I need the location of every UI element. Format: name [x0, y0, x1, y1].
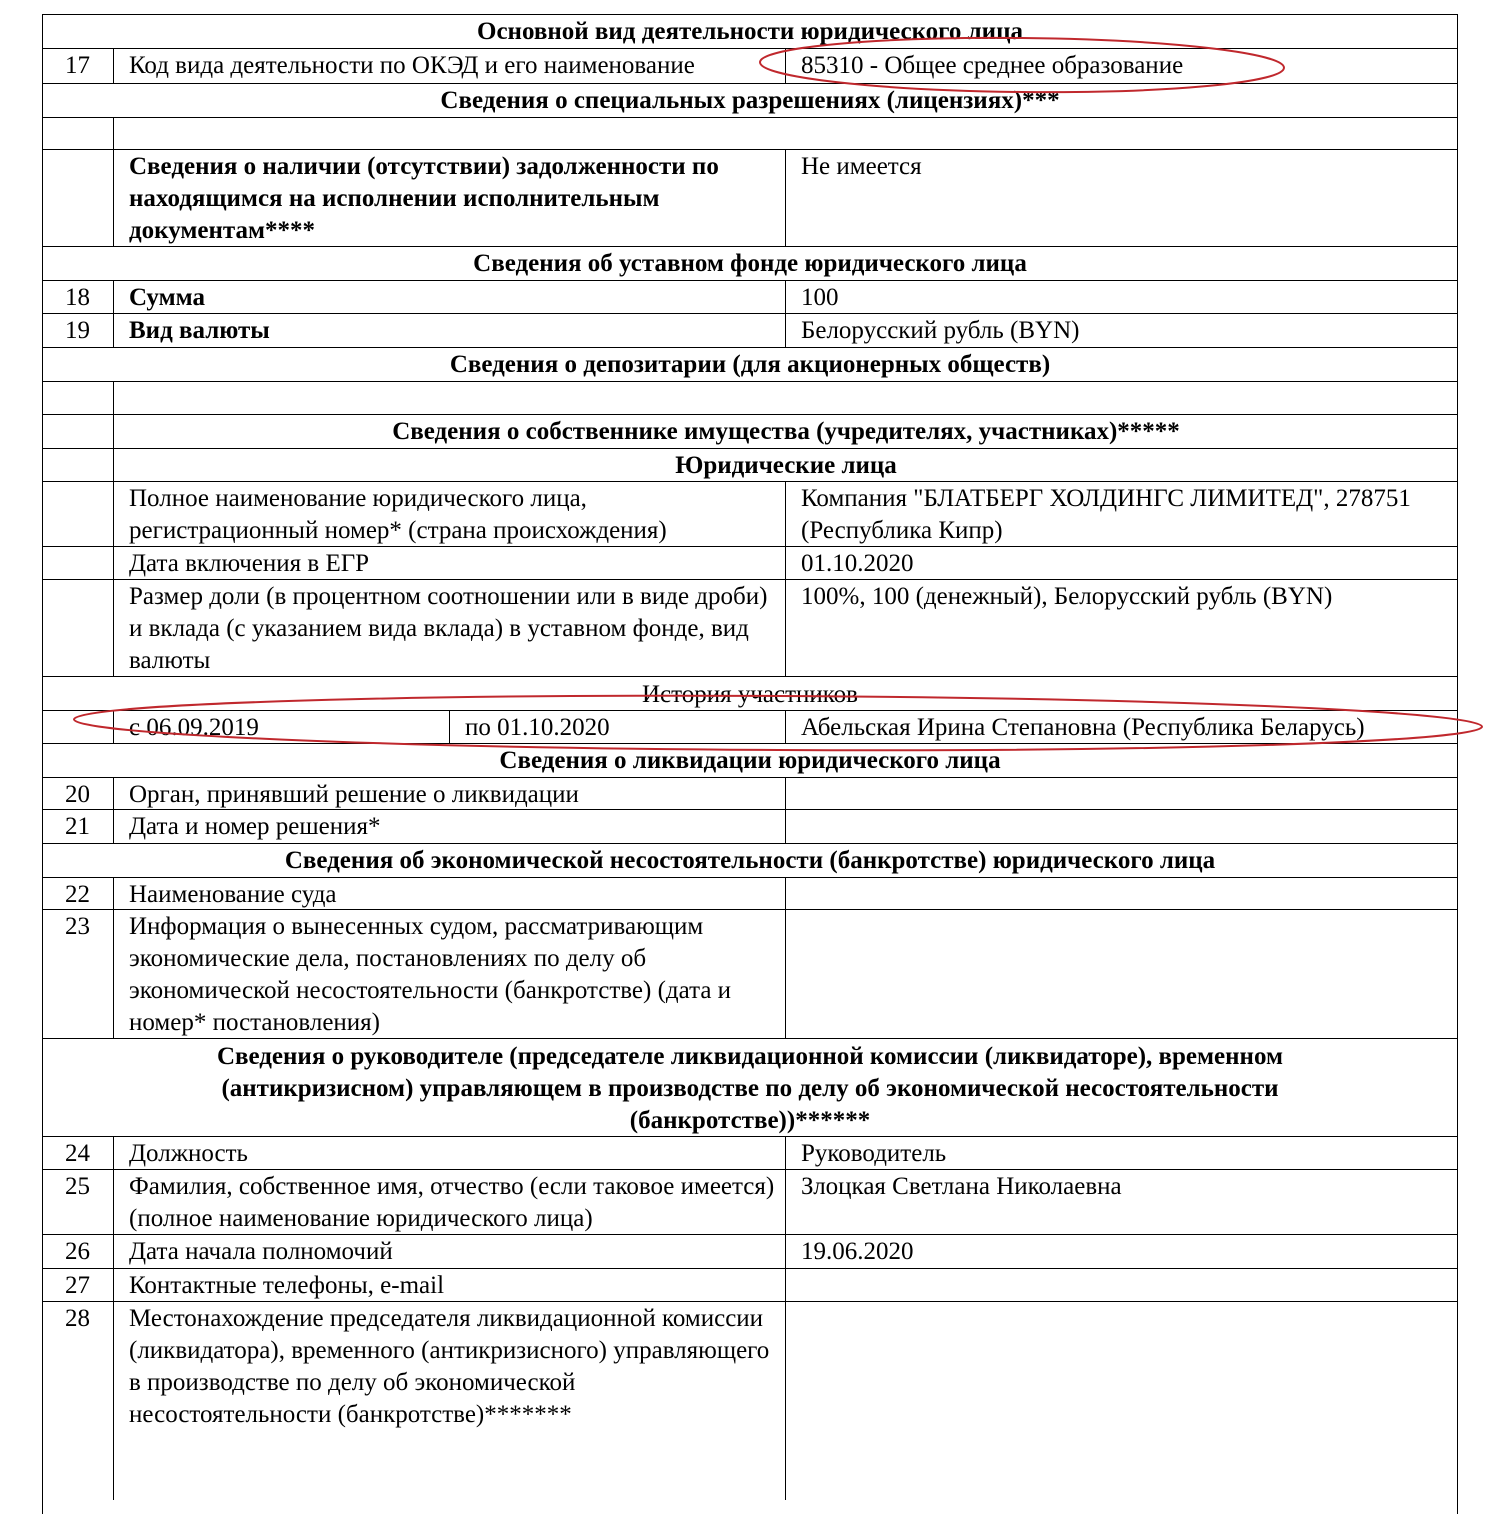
row-number: 25 [42, 1170, 114, 1234]
table-row-empty [42, 117, 1458, 149]
row-number [42, 580, 114, 676]
row-label: Сумма [114, 281, 786, 313]
table-row-27 [42, 1268, 1458, 1301]
section-depository [42, 347, 1458, 381]
section-licenses-title: Сведения о специальных разрешениях (лицензиях)*** [440, 87, 1060, 114]
section-manager [42, 1038, 1458, 1136]
section-owners-title: Сведения о собственнике имущества (учредителях, участниках)***** [392, 418, 1180, 445]
row-number [42, 449, 114, 481]
row-label: Код вида деятельности по ОКЭД и его наименование [114, 49, 786, 83]
row-value: 100%, 100 (денежный), Белорусский рубль (BYN) [801, 583, 1333, 610]
table-row-24 [42, 1136, 1458, 1169]
row-number: 28 [42, 1302, 114, 1500]
row-number [42, 547, 114, 579]
section-history-title: История участников [641, 681, 858, 708]
table-row-26 [42, 1234, 1458, 1268]
row-value: 01.10.2020 [801, 550, 914, 577]
row-value: Белорусский рубль (BYN) [801, 317, 1080, 344]
row-label: Дата включения в ЕГР [114, 547, 786, 579]
table-row-17 [42, 48, 1458, 83]
section-owners [42, 414, 1458, 448]
row-value: Злоцкая Светлана Николаевна [801, 1173, 1122, 1200]
row-number: 19 [42, 314, 114, 347]
section-manager-title: Сведения о руководителе (председателе ликвидационной комиссии (ликвидаторе), временном (антикризисном) управляющем в производстве по делу об экономической несостоятельности (банкротстве))****** [216, 1043, 1284, 1134]
row-value [786, 878, 1458, 909]
section-bankruptcy-title: Сведения об экономической несостоятельности (банкротстве) юридического лица [284, 847, 1216, 874]
table-row-21 [42, 809, 1458, 843]
row-value [786, 1269, 1458, 1301]
row-number [42, 382, 114, 414]
row-value: 100 [801, 284, 839, 311]
row-value: Компания "БЛАТБЕРГ ХОЛДИНГС ЛИМИТЕД", 278751 (Республика Кипр) [801, 485, 1411, 544]
row-value: Руководитель [801, 1140, 947, 1167]
row-label: Сведения о наличии (отсутствии) задолженности по находящимся на исполнении исполнительным документам**** [114, 150, 786, 246]
section-legal-entities [42, 448, 1458, 481]
row-number: 26 [42, 1235, 114, 1268]
row-number [42, 150, 114, 246]
table-row-25 [42, 1169, 1458, 1234]
row-label: Должность [114, 1137, 786, 1169]
row-label: Вид валюты [114, 314, 786, 347]
row-label: Орган, принявший решение о ликвидации [114, 778, 786, 809]
table-row-19 [42, 313, 1458, 347]
row-number: 24 [42, 1137, 114, 1169]
table-row-empty [42, 381, 1458, 414]
row-label: Дата и номер решения* [114, 810, 786, 843]
table-row-18 [42, 280, 1458, 313]
row-number: 21 [42, 810, 114, 843]
row-value [786, 810, 1458, 843]
row-value [786, 778, 1458, 809]
history-to: по 01.10.2020 [450, 711, 786, 743]
table-row-20 [42, 777, 1458, 809]
section-charter-fund [42, 246, 1458, 280]
row-label: Полное наименование юридического лица, регистрационный номер* (страна происхождения) [114, 482, 786, 546]
table-row-22 [42, 877, 1458, 909]
row-number: 22 [42, 878, 114, 909]
row-label: Фамилия, собственное имя, отчество (если таковое имеется) (полное наименование юридического лица) [114, 1170, 786, 1234]
section-bankruptcy [42, 843, 1458, 877]
row-value [786, 1302, 1458, 1500]
section-charter-fund-title: Сведения об уставном фонде юридического лица [473, 250, 1027, 277]
table-row-history [42, 710, 1458, 743]
row-value [786, 910, 1458, 1038]
history-from: с 06.09.2019 [114, 711, 450, 743]
row-label: Дата начала полномочий [114, 1235, 786, 1268]
row-number: 23 [42, 910, 114, 1038]
section-licenses [42, 83, 1458, 117]
section-legal-entities-title: Юридические лица [675, 452, 897, 479]
registry-extract-table [42, 0, 1458, 1500]
section-liquidation [42, 743, 1458, 777]
row-value: 85310 - Общее среднее образование [801, 52, 1184, 79]
section-history [42, 676, 1458, 710]
table-row-debt [42, 149, 1458, 246]
row-number: 27 [42, 1269, 114, 1301]
row-label: Местонахождение председателя ликвидационной комиссии (ликвидатора), временного (антикризисного) управляющего в производстве по делу об экономической несостоятельности (банкротстве)******* [114, 1302, 786, 1500]
row-number [42, 415, 114, 448]
history-participant: Абельская Ирина Степановна (Республика Беларусь) [801, 714, 1365, 741]
table-row-28 [42, 1301, 1458, 1500]
row-label: Контактные телефоны, e-mail [114, 1269, 786, 1301]
section-liquidation-title: Сведения о ликвидации юридического лица [499, 747, 1001, 774]
table-row-23 [42, 909, 1458, 1038]
row-number: 20 [42, 778, 114, 809]
section-main-activity [42, 14, 1458, 48]
row-number: 17 [42, 49, 114, 83]
row-value: Не имеется [801, 153, 922, 180]
row-label: Наименование суда [114, 878, 786, 909]
table-row-entity-share [42, 579, 1458, 676]
table-row-entity-name [42, 481, 1458, 546]
table-row-entity-date [42, 546, 1458, 579]
row-value: 19.06.2020 [801, 1238, 914, 1265]
section-depository-title: Сведения о депозитарии (для акционерных обществ) [449, 351, 1051, 378]
section-main-activity-title: Основной вид деятельности юридического лица [477, 18, 1023, 45]
row-number [42, 482, 114, 546]
row-label: Информация о вынесенных судом, рассматривающим экономические дела, постановлениях по делу об экономической несостоятельности (банкротстве) (дата и номер* постановления) [114, 910, 786, 1038]
row-number [42, 118, 114, 149]
row-label: Размер доли (в процентном соотношении или в виде дроби) и вклада (с указанием вида вклада) в уставном фонде, вид валюты [114, 580, 786, 676]
row-number [42, 711, 114, 743]
row-number: 18 [42, 281, 114, 313]
